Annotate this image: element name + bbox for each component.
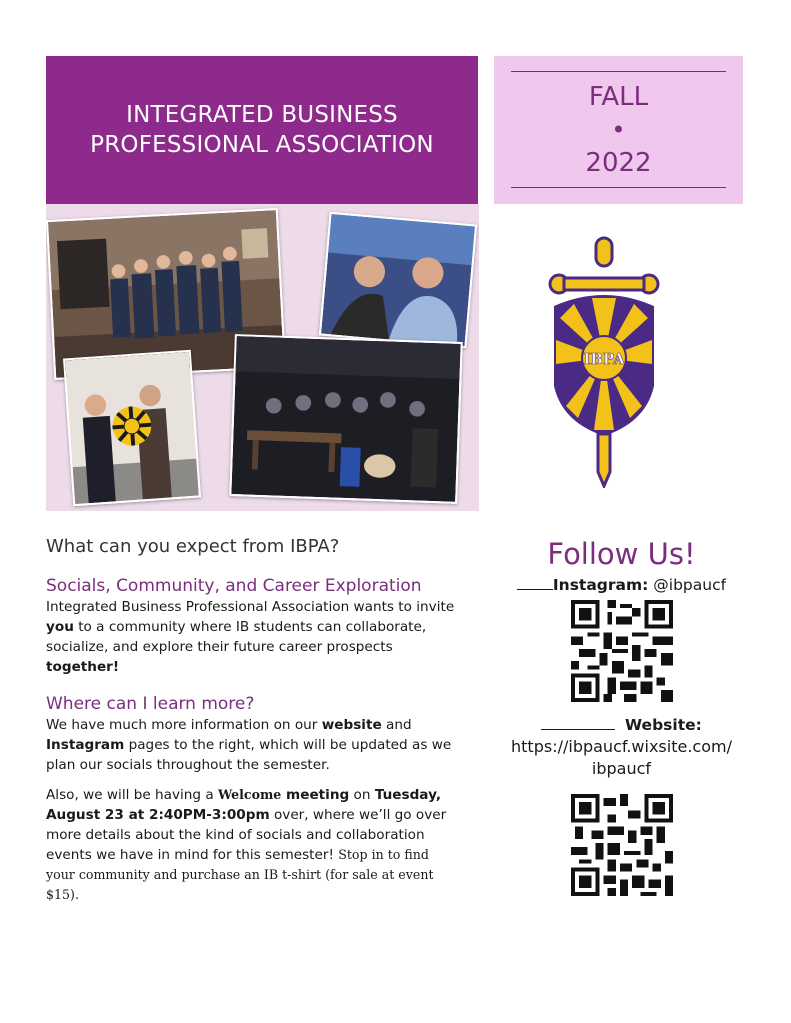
season-year: 2022 xyxy=(585,148,652,178)
socials-heading: Socials, Community, and Career Exploration xyxy=(46,576,422,596)
instagram-qr-code[interactable] xyxy=(571,600,673,702)
blank-line xyxy=(517,589,553,590)
learn-more-paragraph: We have much more information on our website and Instagram pages to the right, which will be updated as we plan our socials throughout the semester. xyxy=(46,717,452,773)
night-event-photo xyxy=(229,334,463,504)
season-top-rule xyxy=(511,71,726,72)
instagram-line xyxy=(494,574,749,596)
website-url-line-2[interactable]: ibpaucf xyxy=(591,759,652,778)
meeting-paragraph: Also, we will be having a Welcome meeting on Tuesday, August 23 at 2:40PM-3:00pm over, where we’ll go over more details about the kind of socials and collaboration events we have in mind for this semester! Stop in to find your community and purchase an IB t-shirt (for sale at event $15). xyxy=(46,787,447,902)
socials-paragraph: Integrated Business Professional Association wants to invite you to a community where IB students can collaborate, socialize, and explore their future career prospects together! xyxy=(46,599,455,675)
season-term: FALL xyxy=(588,82,649,112)
instagram-label: Instagram: xyxy=(552,576,649,594)
season-bottom-rule xyxy=(511,187,726,188)
season-separator: • xyxy=(611,116,626,144)
season-banner xyxy=(494,56,743,204)
title-banner xyxy=(46,56,478,204)
blank-line xyxy=(541,729,615,730)
learn-more-heading: Where can I learn more? xyxy=(46,694,255,714)
logo-text: IBPA xyxy=(583,350,625,368)
info-column xyxy=(46,536,458,905)
website-url-line-1[interactable]: https://ibpaucf.wixsite.com/ xyxy=(511,737,732,756)
website-label-line xyxy=(494,714,749,736)
website-qr-code[interactable] xyxy=(571,794,673,896)
title-line-2: PROFESSIONAL ASSOCIATION xyxy=(90,132,434,158)
instagram-handle[interactable]: @ibpaucf xyxy=(648,576,727,594)
follow-us-title: Follow Us! xyxy=(547,537,696,571)
members-with-shield-photo xyxy=(63,350,201,507)
title-line-1: INTEGRATED BUSINESS xyxy=(126,102,398,128)
intro-question: What can you expect from IBPA? xyxy=(46,536,340,557)
follow-column xyxy=(494,534,749,896)
photo-collage xyxy=(46,204,479,511)
couple-photo xyxy=(319,212,477,348)
website-label: Website: xyxy=(625,716,702,734)
ibpa-shield-logo xyxy=(546,236,662,488)
